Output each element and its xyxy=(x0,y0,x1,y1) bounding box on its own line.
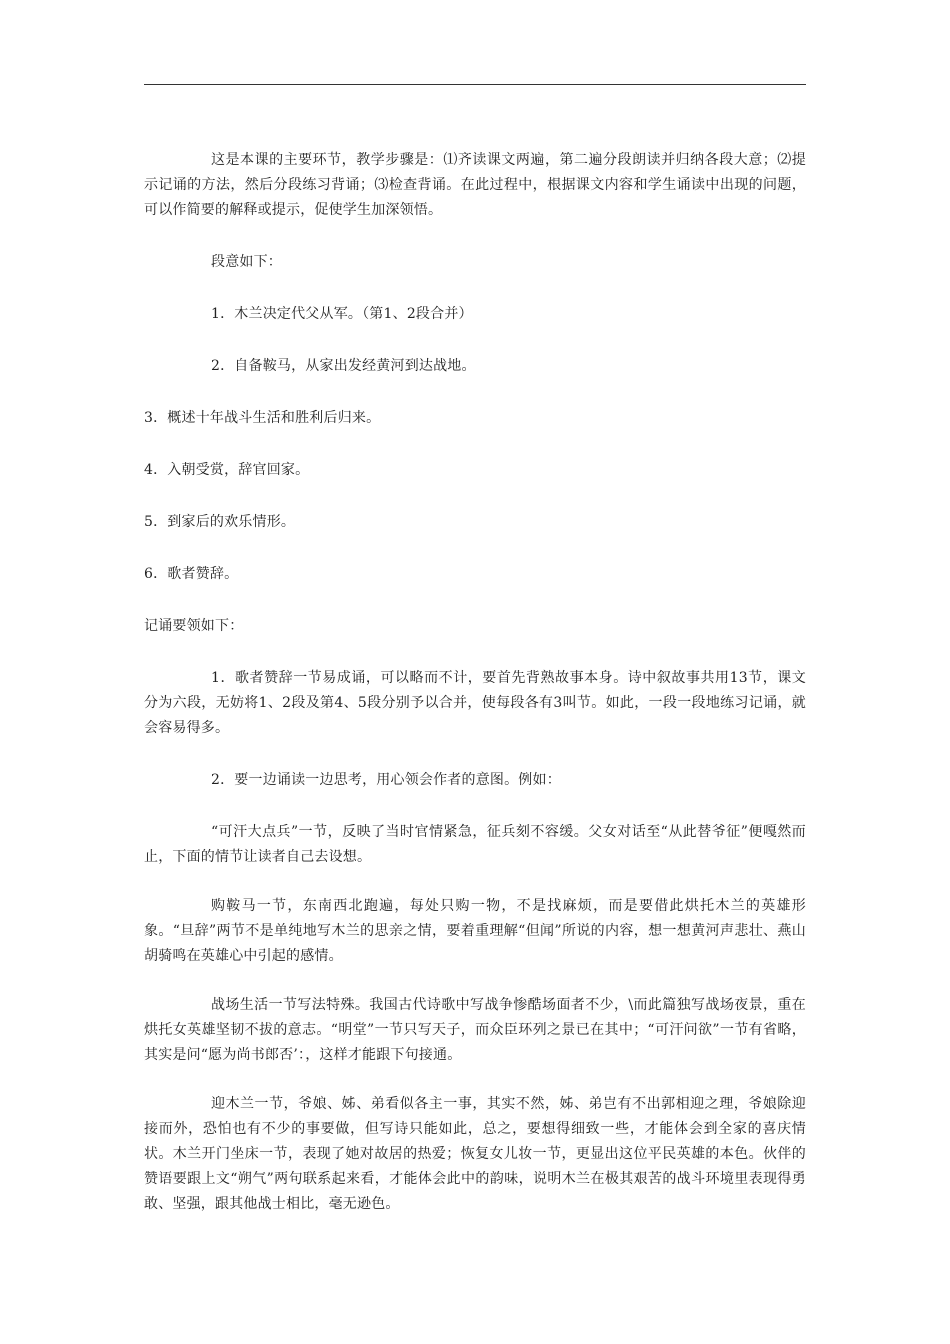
section-item-6: 6．歌者赞辞。 xyxy=(144,566,239,582)
section-item-4: 4．入朝受赏，辞官回家。 xyxy=(144,462,310,478)
header-rule xyxy=(144,84,806,85)
recitation-heading: 记诵要领如下： xyxy=(144,618,244,634)
section-meaning-heading: 段意如下： xyxy=(211,254,282,270)
horse-paragraph: 购鞍马一节，东南西北跑遍，每处只购一物，不是找麻烦，而是要借此烘托木兰的英雄形象。“旦辞”两节不是单纯地写木兰的思亲之情，要着重理解“但闻”所说的内容，想一想黄河声悲壮、燕山胡骑鸣在英雄心中引起的感情。 xyxy=(144,898,806,964)
document-body xyxy=(144,148,806,1217)
section-item-3: 3．概述十年战斗生活和胜利后归来。 xyxy=(144,410,381,426)
khan-paragraph: “可汗大点兵”一节，反映了当时官情紧急，征兵刻不容缓。父女对话至“从此替爷征”便嘎然而止，下面的情节让读者自己去设想。 xyxy=(144,824,806,865)
recitation-point-1: 1．歌者赞辞一节易成诵，可以略而不计，要首先背熟故事本身。诗中叙故事共用13节，课文分为六段，无妨将1、2段及第4、5段分别予以合并，使每段各有3叫节。如此，一段一段地练习记诵，就会容易得多。 xyxy=(144,670,806,736)
section-item-2: 2．自备鞍马，从家出发经黄河到达战地。 xyxy=(211,358,476,374)
section-item-5: 5．到家后的欢乐情形。 xyxy=(144,514,296,530)
recitation-point-2: 2．要一边诵读一边思考，用心领会作者的意图。例如： xyxy=(211,772,561,788)
battlefield-paragraph: 战场生活一节写法特殊。我国古代诗歌中写战争惨酷场面者不少，\而此篇独写战场夜景，重在烘托女英雄坚韧不拔的意志。“明堂”一节只写天子，而众臣环列之景已在其中；“可汗问欲”一节有省略，其实是问“愿为尚书郎否’：，这样才能跟下句接通。 xyxy=(144,997,806,1063)
intro-paragraph: 这是本课的主要环节，教学步骤是：⑴齐读课文两遍，第二遍分段朗读并归纳各段大意；⑵提示记诵的方法，然后分段练习背诵；⑶检查背诵。在此过程中，根据课文内容和学生诵读中出现的问题，可以作简要的解释或提示，促使学生加深领悟。 xyxy=(144,152,806,218)
homecoming-paragraph: 迎木兰一节，爷娘、姊、弟看似各主一事，其实不然，姊、弟岂有不出郭相迎之理，爷娘除迎接而外，恐怕也有不少的事要做，但写诗只能如此，总之，要想得细致一些，才能体会到全家的喜庆情状。木兰开门坐床一节，表现了她对故居的热爱；恢复女儿妆一节，更显出这位平民英雄的本色。伙伴的赞语要跟上文“朔气”两句联系起来看，才能体会此中的韵味，说明木兰在极其艰苦的战斗环境里表现得勇敢、坚强，跟其他战士相比，毫无逊色。 xyxy=(144,1096,806,1212)
section-item-1: 1．木兰决定代父从军。（第1、2段合并） xyxy=(211,306,473,322)
